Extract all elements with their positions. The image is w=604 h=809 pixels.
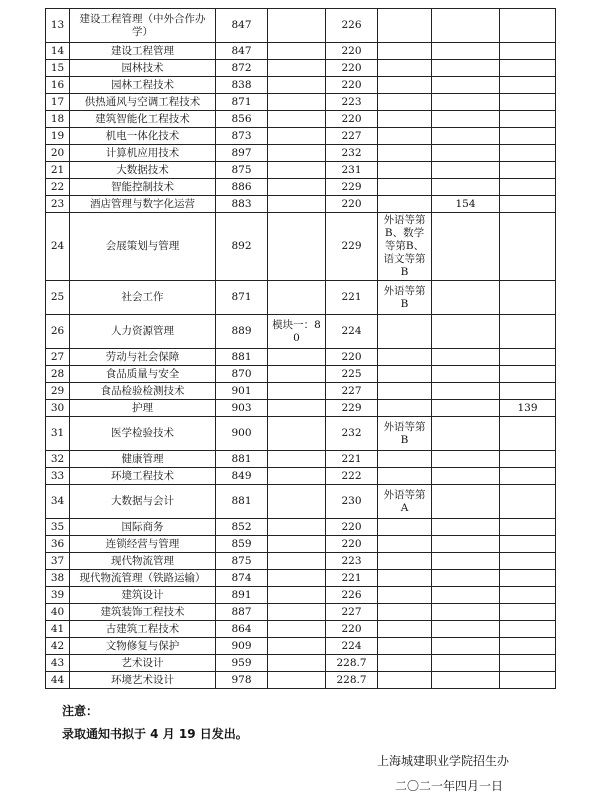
- extra-score-a: [432, 94, 500, 111]
- extra-score-a: [432, 621, 500, 638]
- extra-score-b: [500, 179, 556, 196]
- exam-code: 897: [216, 145, 268, 162]
- cutoff-score: 227: [326, 604, 378, 621]
- extra-score-b: [500, 145, 556, 162]
- row-number: 15: [46, 60, 70, 77]
- subject-requirement: [378, 400, 432, 417]
- subject-requirement: [378, 111, 432, 128]
- row-number: 25: [46, 281, 70, 315]
- module-score: [268, 9, 326, 43]
- subject-requirement: [378, 604, 432, 621]
- cutoff-score: 229: [326, 213, 378, 281]
- exam-code: 847: [216, 9, 268, 43]
- extra-score-b: [500, 128, 556, 145]
- row-number: 14: [46, 43, 70, 60]
- extra-score-a: [432, 281, 500, 315]
- subject-requirement: [378, 536, 432, 553]
- cutoff-score: 224: [326, 638, 378, 655]
- major-name: 智能控制技术: [70, 179, 216, 196]
- extra-score-b: 139: [500, 400, 556, 417]
- extra-score-a: [432, 604, 500, 621]
- table-row: [46, 213, 556, 281]
- extra-score-a: [432, 570, 500, 587]
- subject-requirement: [378, 638, 432, 655]
- cutoff-score: 221: [326, 281, 378, 315]
- table-row: [46, 468, 556, 485]
- extra-score-b: [500, 417, 556, 451]
- subject-requirement: [378, 43, 432, 60]
- subject-requirement: [378, 9, 432, 43]
- extra-score-b: [500, 672, 556, 689]
- exam-code: 875: [216, 162, 268, 179]
- extra-score-a: [432, 43, 500, 60]
- exam-code: 881: [216, 451, 268, 468]
- exam-code: 891: [216, 587, 268, 604]
- major-name: 艺术设计: [70, 655, 216, 672]
- module-score: [268, 179, 326, 196]
- major-name: 建设工程管理（中外合作办学）: [70, 9, 216, 43]
- exam-code: 864: [216, 621, 268, 638]
- extra-score-a: [432, 468, 500, 485]
- cutoff-score: 224: [326, 315, 378, 349]
- exam-code: 874: [216, 570, 268, 587]
- major-name: 医学检验技术: [70, 417, 216, 451]
- exam-code: 881: [216, 349, 268, 366]
- row-number: 43: [46, 655, 70, 672]
- row-number: 31: [46, 417, 70, 451]
- admission-score-table: [45, 8, 556, 689]
- row-number: 33: [46, 468, 70, 485]
- cutoff-score: 228.7: [326, 655, 378, 672]
- exam-code: 978: [216, 672, 268, 689]
- extra-score-b: [500, 587, 556, 604]
- row-number: 18: [46, 111, 70, 128]
- module-score: 模块一：80: [268, 315, 326, 349]
- subject-requirement: 外语等第B、数学等第B、语文等第B: [378, 213, 432, 281]
- row-number: 42: [46, 638, 70, 655]
- cutoff-score: 223: [326, 94, 378, 111]
- subject-requirement: 外语等第B: [378, 281, 432, 315]
- row-number: 32: [46, 451, 70, 468]
- module-score: [268, 468, 326, 485]
- extra-score-a: [432, 179, 500, 196]
- module-score: [268, 281, 326, 315]
- extra-score-b: [500, 281, 556, 315]
- extra-score-b: [500, 553, 556, 570]
- module-score: [268, 536, 326, 553]
- module-score: [268, 366, 326, 383]
- module-score: [268, 128, 326, 145]
- major-name: 建筑设计: [70, 587, 216, 604]
- extra-score-a: [432, 145, 500, 162]
- signature-office: 上海城建职业学院招生办: [377, 754, 510, 768]
- extra-score-a: [432, 400, 500, 417]
- table-row: [46, 638, 556, 655]
- major-name: 食品检验检测技术: [70, 383, 216, 400]
- cutoff-score: 232: [326, 417, 378, 451]
- table-row: [46, 655, 556, 672]
- table-row: [46, 315, 556, 349]
- row-number: 19: [46, 128, 70, 145]
- row-number: 41: [46, 621, 70, 638]
- table-row: [46, 281, 556, 315]
- extra-score-b: [500, 485, 556, 519]
- cutoff-score: 227: [326, 128, 378, 145]
- row-number: 21: [46, 162, 70, 179]
- row-number: 24: [46, 213, 70, 281]
- row-number: 27: [46, 349, 70, 366]
- subject-requirement: [378, 519, 432, 536]
- table-row: [46, 451, 556, 468]
- exam-code: 838: [216, 77, 268, 94]
- signature-date: 二〇二一年四月一日: [395, 779, 504, 793]
- row-number: 28: [46, 366, 70, 383]
- cutoff-score: 227: [326, 383, 378, 400]
- extra-score-a: [432, 672, 500, 689]
- row-number: 26: [46, 315, 70, 349]
- cutoff-score: 221: [326, 570, 378, 587]
- extra-score-a: [432, 536, 500, 553]
- subject-requirement: [378, 196, 432, 213]
- subject-requirement: [378, 315, 432, 349]
- row-number: 22: [46, 179, 70, 196]
- cutoff-score: 220: [326, 77, 378, 94]
- module-score: [268, 485, 326, 519]
- table-row: [46, 400, 556, 417]
- subject-requirement: [378, 451, 432, 468]
- extra-score-b: [500, 43, 556, 60]
- cutoff-score: 220: [326, 196, 378, 213]
- row-number: 36: [46, 536, 70, 553]
- cutoff-score: 226: [326, 587, 378, 604]
- major-name: 建设工程管理: [70, 43, 216, 60]
- module-score: [268, 638, 326, 655]
- major-name: 劳动与社会保障: [70, 349, 216, 366]
- exam-code: 889: [216, 315, 268, 349]
- exam-code: 859: [216, 536, 268, 553]
- major-name: 环境艺术设计: [70, 672, 216, 689]
- extra-score-a: [432, 519, 500, 536]
- module-score: [268, 383, 326, 400]
- cutoff-score: 230: [326, 485, 378, 519]
- extra-score-a: 154: [432, 196, 500, 213]
- table-row: [46, 536, 556, 553]
- cutoff-score: 225: [326, 366, 378, 383]
- major-name: 护理: [70, 400, 216, 417]
- notes-line: 录取通知书拟于 4 月 19 日发出。: [62, 727, 248, 741]
- cutoff-score: 231: [326, 162, 378, 179]
- module-score: [268, 587, 326, 604]
- row-number: 38: [46, 570, 70, 587]
- extra-score-a: [432, 655, 500, 672]
- cutoff-score: 220: [326, 60, 378, 77]
- extra-score-b: [500, 383, 556, 400]
- extra-score-b: [500, 638, 556, 655]
- row-number: 17: [46, 94, 70, 111]
- table-row: [46, 417, 556, 451]
- major-name: 现代物流管理: [70, 553, 216, 570]
- extra-score-a: [432, 315, 500, 349]
- major-name: 文物修复与保护: [70, 638, 216, 655]
- extra-score-b: [500, 213, 556, 281]
- subject-requirement: [378, 621, 432, 638]
- subject-requirement: [378, 553, 432, 570]
- cutoff-score: 222: [326, 468, 378, 485]
- major-name: 现代物流管理（铁路运输）: [70, 570, 216, 587]
- extra-score-b: [500, 77, 556, 94]
- module-score: [268, 400, 326, 417]
- cutoff-score: 229: [326, 179, 378, 196]
- major-name: 人力资源管理: [70, 315, 216, 349]
- extra-score-a: [432, 128, 500, 145]
- subject-requirement: [378, 128, 432, 145]
- table-row: [46, 672, 556, 689]
- exam-code: 856: [216, 111, 268, 128]
- major-name: 供热通风与空调工程技术: [70, 94, 216, 111]
- extra-score-a: [432, 417, 500, 451]
- exam-code: 875: [216, 553, 268, 570]
- major-name: 建筑装饰工程技术: [70, 604, 216, 621]
- extra-score-b: [500, 60, 556, 77]
- row-number: 16: [46, 77, 70, 94]
- major-name: 国际商务: [70, 519, 216, 536]
- subject-requirement: [378, 468, 432, 485]
- subject-requirement: [378, 383, 432, 400]
- exam-code: 871: [216, 281, 268, 315]
- table-row: [46, 553, 556, 570]
- extra-score-a: [432, 383, 500, 400]
- table-row: [46, 383, 556, 400]
- extra-score-b: [500, 570, 556, 587]
- exam-code: 870: [216, 366, 268, 383]
- table-row: [46, 77, 556, 94]
- module-score: [268, 94, 326, 111]
- major-name: 社会工作: [70, 281, 216, 315]
- module-score: [268, 604, 326, 621]
- subject-requirement: [378, 162, 432, 179]
- table-row: [46, 43, 556, 60]
- module-score: [268, 655, 326, 672]
- table-row: [46, 587, 556, 604]
- module-score: [268, 196, 326, 213]
- extra-score-a: [432, 213, 500, 281]
- table-row: [46, 485, 556, 519]
- major-name: 机电一体化技术: [70, 128, 216, 145]
- notes-title: 注意：: [62, 704, 99, 718]
- extra-score-a: [432, 553, 500, 570]
- exam-code: 847: [216, 43, 268, 60]
- module-score: [268, 672, 326, 689]
- subject-requirement: [378, 179, 432, 196]
- table-row: [46, 179, 556, 196]
- module-score: [268, 570, 326, 587]
- exam-code: 959: [216, 655, 268, 672]
- major-name: 酒店管理与数字化运营: [70, 196, 216, 213]
- extra-score-b: [500, 162, 556, 179]
- exam-code: 872: [216, 60, 268, 77]
- extra-score-a: [432, 60, 500, 77]
- major-name: 大数据与会计: [70, 485, 216, 519]
- major-name: 连锁经营与管理: [70, 536, 216, 553]
- table-row: [46, 570, 556, 587]
- subject-requirement: 外语等第A: [378, 485, 432, 519]
- extra-score-b: [500, 9, 556, 43]
- table-row: [46, 366, 556, 383]
- subject-requirement: [378, 655, 432, 672]
- table-row: [46, 60, 556, 77]
- cutoff-score: 232: [326, 145, 378, 162]
- table-row: [46, 94, 556, 111]
- subject-requirement: [378, 145, 432, 162]
- major-name: 建筑智能化工程技术: [70, 111, 216, 128]
- extra-score-b: [500, 94, 556, 111]
- subject-requirement: [378, 349, 432, 366]
- extra-score-b: [500, 196, 556, 213]
- major-name: 环境工程技术: [70, 468, 216, 485]
- table-row: [46, 162, 556, 179]
- exam-code: 871: [216, 94, 268, 111]
- subject-requirement: [378, 94, 432, 111]
- subject-requirement: [378, 60, 432, 77]
- subject-requirement: [378, 570, 432, 587]
- module-score: [268, 451, 326, 468]
- row-number: 39: [46, 587, 70, 604]
- extra-score-b: [500, 111, 556, 128]
- cutoff-score: 228.7: [326, 672, 378, 689]
- row-number: 13: [46, 9, 70, 43]
- extra-score-a: [432, 9, 500, 43]
- exam-code: 849: [216, 468, 268, 485]
- major-name: 园林工程技术: [70, 77, 216, 94]
- extra-score-b: [500, 536, 556, 553]
- extra-score-b: [500, 451, 556, 468]
- cutoff-score: 220: [326, 621, 378, 638]
- table-row: [46, 604, 556, 621]
- row-number: 40: [46, 604, 70, 621]
- exam-code: 909: [216, 638, 268, 655]
- subject-requirement: [378, 77, 432, 94]
- table-row: [46, 9, 556, 43]
- cutoff-score: 220: [326, 536, 378, 553]
- major-name: 计算机应用技术: [70, 145, 216, 162]
- row-number: 44: [46, 672, 70, 689]
- major-name: 大数据技术: [70, 162, 216, 179]
- module-score: [268, 349, 326, 366]
- subject-requirement: [378, 366, 432, 383]
- cutoff-score: 223: [326, 553, 378, 570]
- row-number: 20: [46, 145, 70, 162]
- module-score: [268, 43, 326, 60]
- exam-code: 852: [216, 519, 268, 536]
- cutoff-score: 220: [326, 519, 378, 536]
- exam-code: 881: [216, 485, 268, 519]
- row-number: 30: [46, 400, 70, 417]
- row-number: 29: [46, 383, 70, 400]
- extra-score-a: [432, 587, 500, 604]
- major-name: 古建筑工程技术: [70, 621, 216, 638]
- table-row: [46, 349, 556, 366]
- table-row: [46, 128, 556, 145]
- major-name: 健康管理: [70, 451, 216, 468]
- major-name: 会展策划与管理: [70, 213, 216, 281]
- module-score: [268, 621, 326, 638]
- exam-code: 901: [216, 383, 268, 400]
- cutoff-score: 221: [326, 451, 378, 468]
- table-row: [46, 145, 556, 162]
- extra-score-b: [500, 366, 556, 383]
- extra-score-a: [432, 451, 500, 468]
- exam-code: 887: [216, 604, 268, 621]
- subject-requirement: [378, 587, 432, 604]
- table-row: [46, 621, 556, 638]
- table-row: [46, 111, 556, 128]
- extra-score-b: [500, 468, 556, 485]
- cutoff-score: 220: [326, 111, 378, 128]
- table-body: [46, 9, 556, 689]
- table-row: [46, 196, 556, 213]
- exam-code: 886: [216, 179, 268, 196]
- exam-code: 900: [216, 417, 268, 451]
- extra-score-a: [432, 349, 500, 366]
- cutoff-score: 229: [326, 400, 378, 417]
- module-score: [268, 417, 326, 451]
- extra-score-a: [432, 111, 500, 128]
- extra-score-b: [500, 519, 556, 536]
- module-score: [268, 519, 326, 536]
- subject-requirement: [378, 672, 432, 689]
- subject-requirement: 外语等第B: [378, 417, 432, 451]
- exam-code: 892: [216, 213, 268, 281]
- extra-score-a: [432, 162, 500, 179]
- cutoff-score: 220: [326, 349, 378, 366]
- extra-score-b: [500, 349, 556, 366]
- module-score: [268, 111, 326, 128]
- row-number: 35: [46, 519, 70, 536]
- extra-score-a: [432, 366, 500, 383]
- major-name: 园林技术: [70, 60, 216, 77]
- exam-code: 873: [216, 128, 268, 145]
- module-score: [268, 213, 326, 281]
- extra-score-b: [500, 604, 556, 621]
- extra-score-a: [432, 485, 500, 519]
- module-score: [268, 60, 326, 77]
- module-score: [268, 77, 326, 94]
- row-number: 34: [46, 485, 70, 519]
- extra-score-b: [500, 315, 556, 349]
- module-score: [268, 162, 326, 179]
- row-number: 23: [46, 196, 70, 213]
- module-score: [268, 553, 326, 570]
- cutoff-score: 220: [326, 43, 378, 60]
- row-number: 37: [46, 553, 70, 570]
- table-row: [46, 519, 556, 536]
- extra-score-b: [500, 621, 556, 638]
- extra-score-b: [500, 655, 556, 672]
- cutoff-score: 226: [326, 9, 378, 43]
- module-score: [268, 145, 326, 162]
- exam-code: 883: [216, 196, 268, 213]
- extra-score-a: [432, 77, 500, 94]
- major-name: 食品质量与安全: [70, 366, 216, 383]
- exam-code: 903: [216, 400, 268, 417]
- extra-score-a: [432, 638, 500, 655]
